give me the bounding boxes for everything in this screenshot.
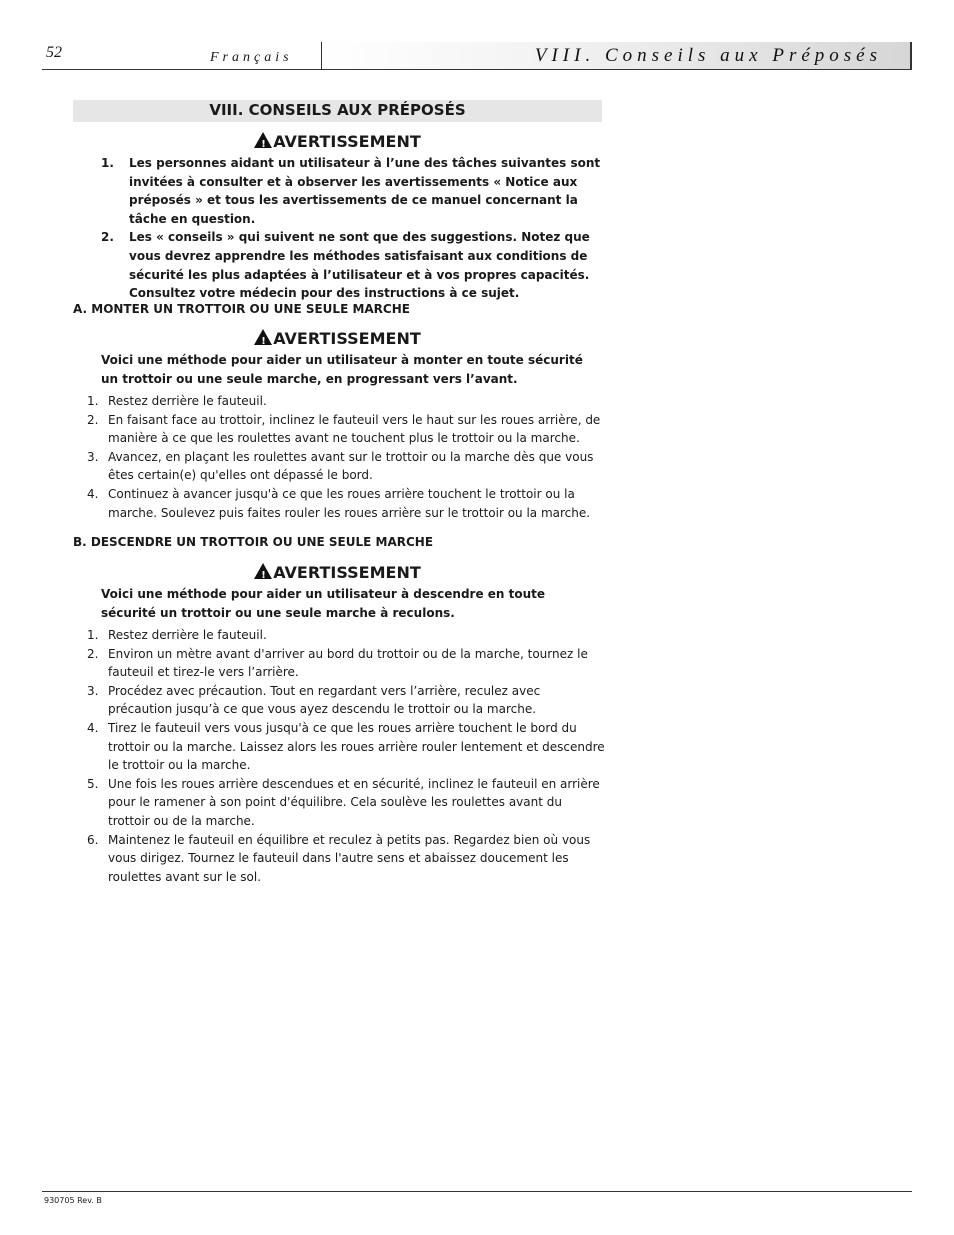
list-item: 1. Restez derrière le fauteuil.	[87, 394, 267, 408]
list-item: 5. Une fois les roues arrière descendues et en sécurité, inclinez le fauteuil en arrière pour le ramener à son point d'équilibre. Cela soulève les roulettes avant du trottoir ou de la marche.	[87, 776, 600, 828]
part-a-heading: A. MONTER UN TROTTOIR OU UNE SEULE MARCHE	[73, 302, 410, 316]
list-item: 2. Les « conseils » qui suivent ne sont que des suggestions. Notez que vous devrez apprendre les méthodes satisfaisant aux conditions de sécurité les plus adaptées à l’utilisateur et à vos propres capacités. Consultez votre médecin pour des instructions à ce sujet.	[101, 230, 590, 301]
warning-triangle-icon	[254, 563, 272, 579]
chapter-title: VIII. Conseils aux Préposés	[534, 45, 882, 66]
list-item: 1. Restez derrière le fauteuil.	[87, 628, 267, 642]
part-a-steps	[87, 392, 605, 522]
header-divider	[321, 42, 322, 69]
section-title: VIII. CONSEILS AUX PRÉPOSÉS	[209, 101, 466, 119]
list-item: 2. Environ un mètre avant d'arriver au bord du trottoir ou de la marche, tournez le fauteuil et tirez-le vers l’arrière.	[87, 646, 588, 680]
general-warnings-list	[101, 154, 606, 303]
document-revision-code: 930705 Rev. B	[44, 1196, 102, 1205]
warning-triangle-icon	[254, 132, 272, 148]
part-a-warning-text: Voici une méthode pour aider un utilisateur à monter en toute sécurité un trottoir ou une seule marche, en progressant vers l’avant.	[101, 353, 583, 386]
part-b-steps	[87, 626, 605, 886]
list-item: 4. Tirez le fauteuil vers vous jusqu'à ce que les roues arrière touchent le bord du trottoir ou la marche. Laissez alors les roues arrière rouler lentement et descendre le trottoir ou la marche.	[87, 720, 605, 773]
warning-heading: !AVERTISSEMENT	[73, 563, 602, 583]
header-rule	[42, 69, 912, 70]
footer-rule	[42, 1191, 912, 1192]
part-b-heading: B. DESCENDRE UN TROTTOIR OU UNE SEULE MARCHE	[73, 535, 434, 549]
warning-heading: !AVERTISSEMENT	[73, 132, 602, 152]
list-item: 2. En faisant face au trottoir, inclinez le fauteuil vers le haut sur les roues arrière, de manière à ce que les roulettes avant ne touchent plus le trottoir ou la marche.	[87, 412, 601, 446]
list-item: 1. Les personnes aidant un utilisateur à l’une des tâches suivantes sont invitées à consulter et à observer les avertissements « Notice aux préposés » et tous les avertissements de ce manuel concernant la tâche en question.	[101, 156, 601, 226]
part-b-warning-text: Voici une méthode pour aider un utilisateur à descendre en toute sécurité un trottoir ou une seule marche à reculons.	[101, 587, 546, 620]
list-item: 6. Maintenez le fauteuil en équilibre et reculez à petits pas. Regardez bien où vous vous dirigez. Tournez le fauteuil dans l'autre sens et abaissez doucement les roulettes avant sur le sol.	[87, 832, 591, 884]
language-label: Français	[210, 50, 293, 65]
warning-triangle-icon	[254, 329, 272, 345]
page-number: 52	[46, 44, 62, 61]
list-item: 4. Continuez à avancer jusqu'à ce que les roues arrière touchent le trottoir ou la marche. Soulevez puis faites rouler les roues arrière sur le trottoir ou la marche.	[87, 486, 591, 520]
list-item: 3. Procédez avec précaution. Tout en regardant vers l’arrière, reculez avec précaution jusqu’à ce que vous ayez descendu le trottoir ou la marche.	[87, 683, 541, 717]
list-item: 3. Avancez, en plaçant les roulettes avant sur le trottoir ou la marche dès que vous êtes certain(e) qu'elles ont dépassé le bord.	[87, 449, 594, 483]
warning-heading: !AVERTISSEMENT	[73, 329, 602, 349]
